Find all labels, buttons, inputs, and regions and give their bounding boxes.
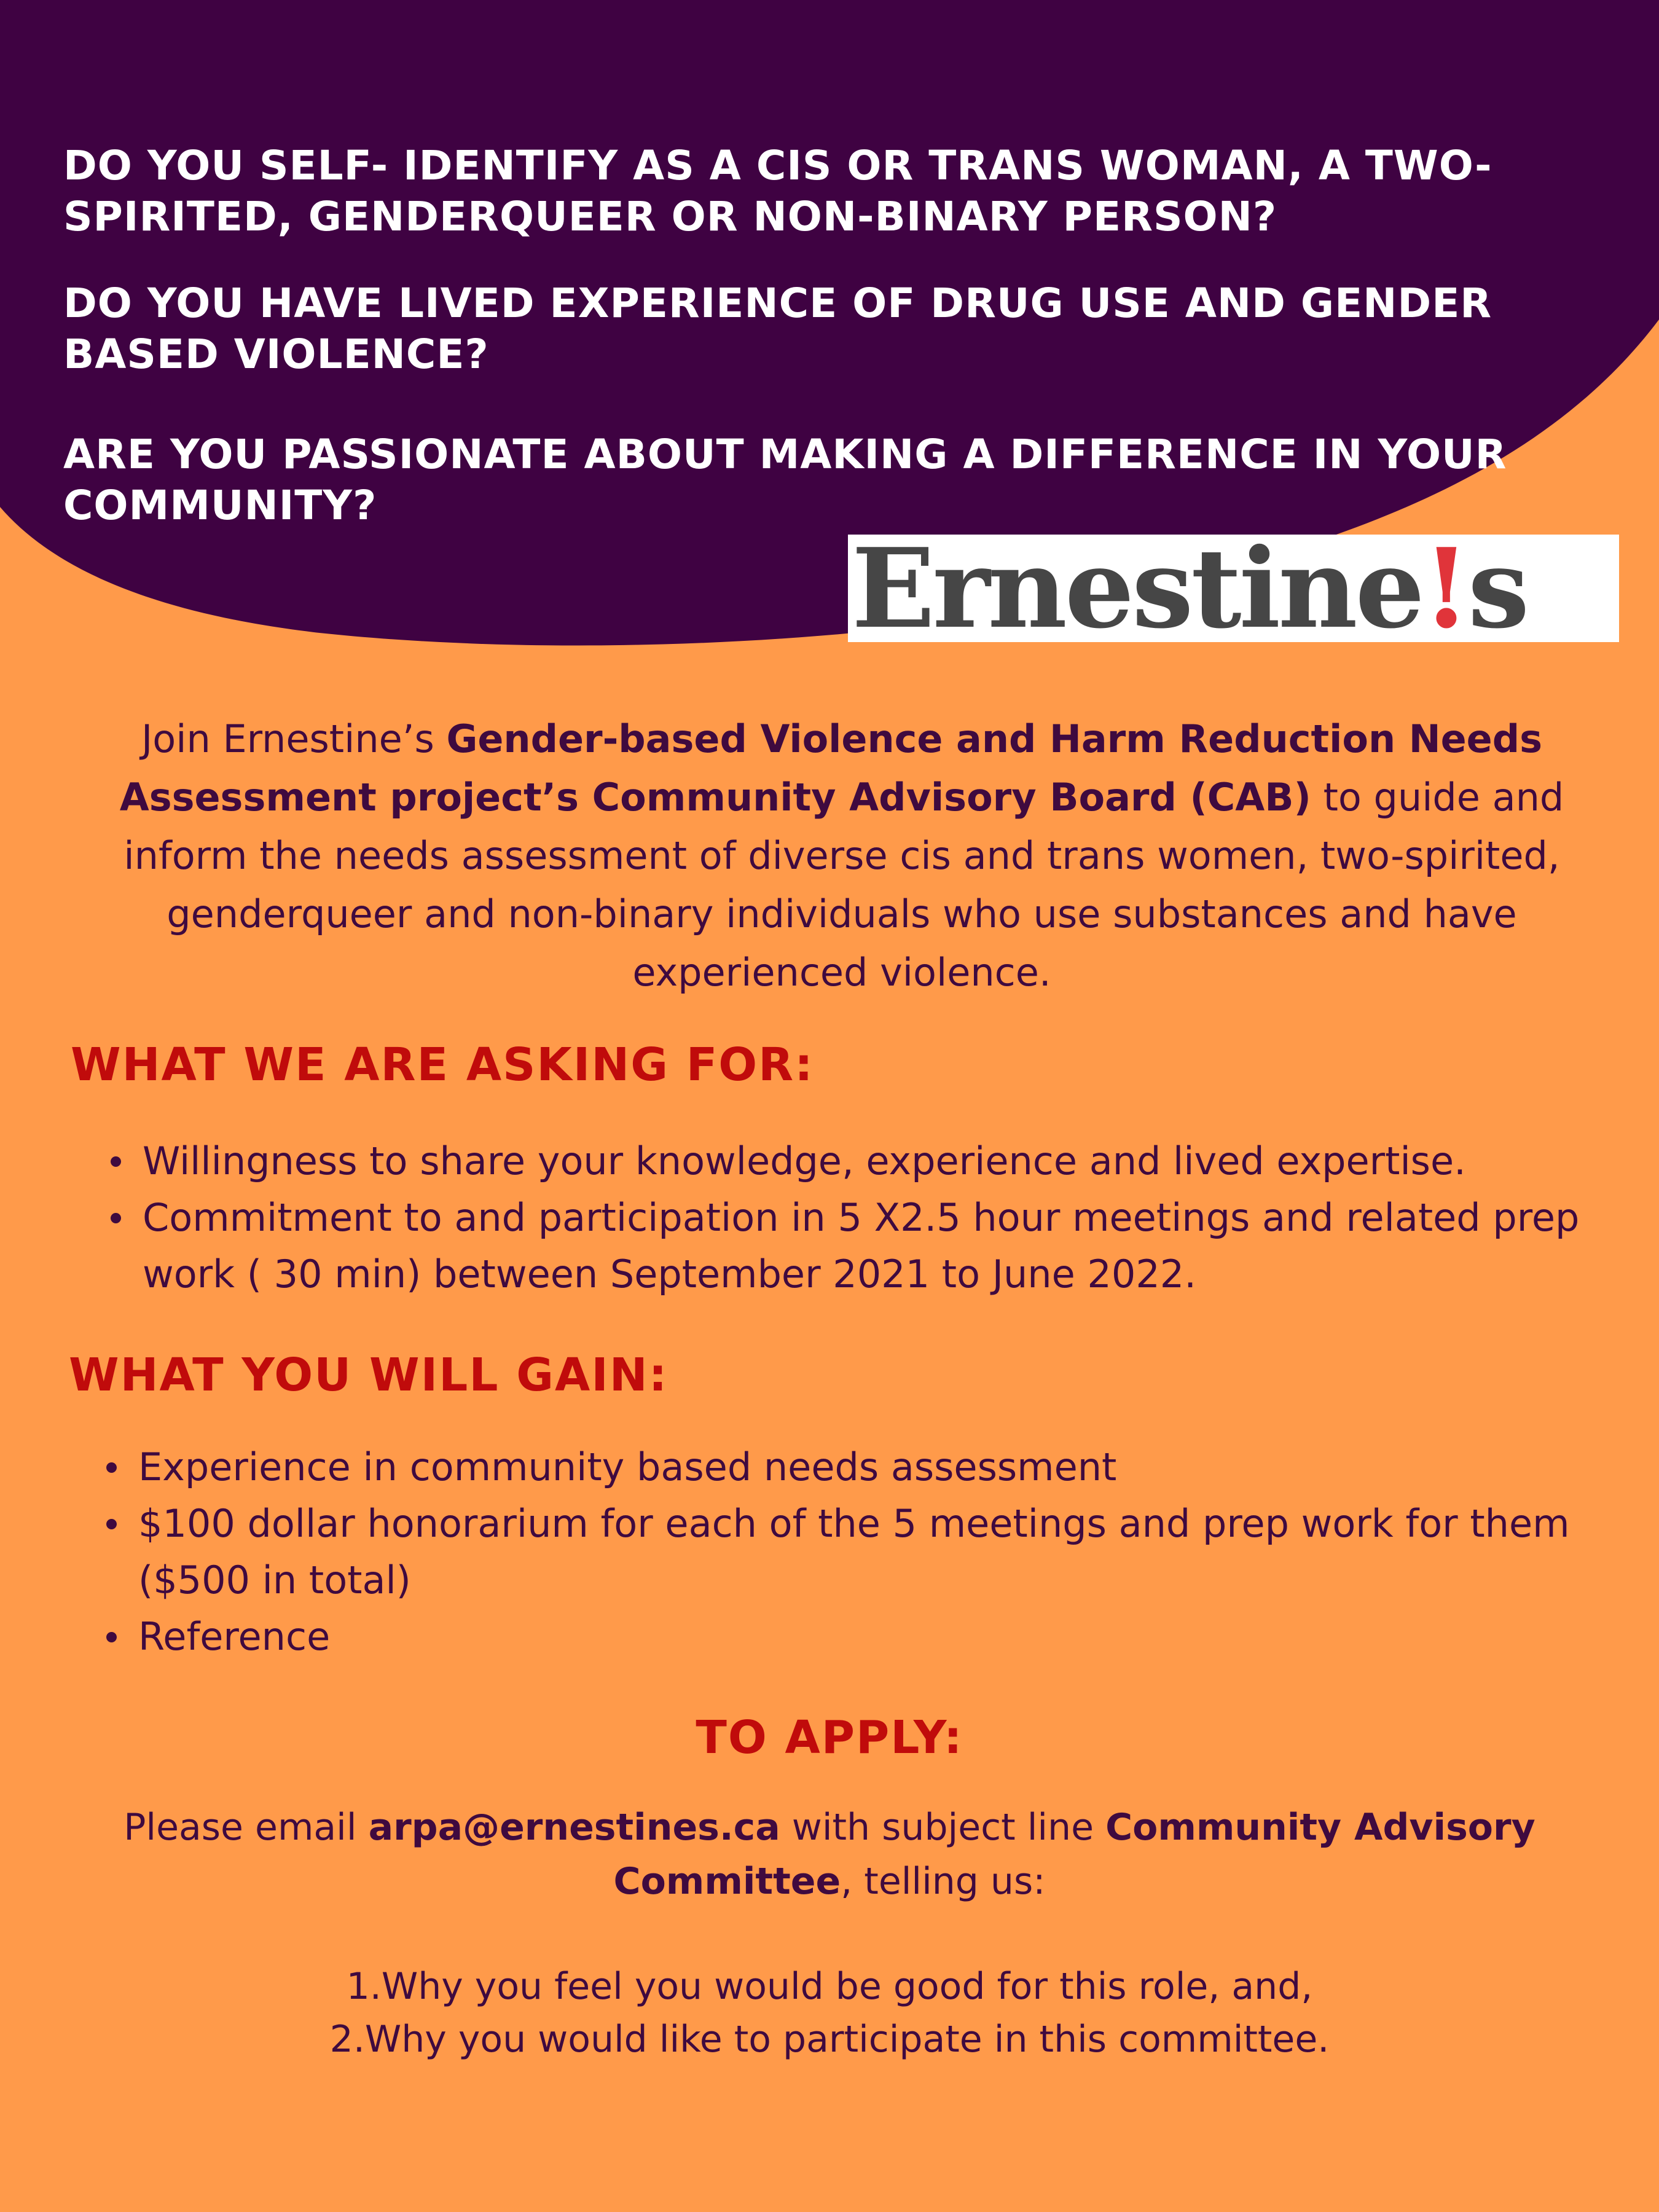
apply-tail: , telling us: bbox=[841, 1860, 1046, 1903]
logo-text-s: s bbox=[1467, 535, 1528, 642]
logo-text-main: Ernestine bbox=[852, 535, 1422, 642]
gain-item: $100 dollar honorarium for each of the 5 meetings and prep work for them ($500 in total) bbox=[101, 1496, 1594, 1609]
logo-exclamation: ! bbox=[1422, 535, 1468, 642]
asking-item: Willingness to share your knowledge, experience and lived expertise. bbox=[106, 1133, 1599, 1190]
intro-rest: to guide and inform the needs assessment of diverse cis and trans women, two-spirited, genderqueer and non-binary individuals who use substances and have experienced violence. bbox=[124, 775, 1564, 995]
apply-instructions bbox=[92, 1800, 1567, 1908]
apply-reasons bbox=[92, 1960, 1567, 2066]
apply-heading: TO APPLY: bbox=[696, 1711, 963, 1764]
intro-lead: Join Ernestine’s bbox=[141, 716, 447, 761]
apply-middle: with subject line bbox=[780, 1806, 1106, 1849]
header-question-experience: DO YOU HAVE LIVED EXPERIENCE OF DRUG USE AND GENDER BASED VIOLENCE? bbox=[63, 280, 1492, 378]
gain-item: Reference bbox=[101, 1609, 1594, 1665]
gain-heading: WHAT YOU WILL GAIN: bbox=[69, 1349, 669, 1402]
header-question-passion: ARE YOU PASSIONATE ABOUT MAKING A DIFFERENCE IN YOUR COMMUNITY? bbox=[63, 431, 1507, 529]
gain-item: Experience in community based needs assessment bbox=[101, 1439, 1594, 1496]
intro-project-name: Gender-based Violence and Harm Reduction Needs Assessment project’s Community Advisory Board (CAB) bbox=[119, 716, 1542, 820]
asking-item: Commitment to and participation in 5 X2.5 hour meetings and related prep work ( 30 min) between September 2021 to June 2022. bbox=[106, 1190, 1599, 1303]
apply-reason-2: 2.Why you would like to participate in this committee. bbox=[329, 2018, 1330, 2061]
apply-subject-line: Community Advisory Committee bbox=[613, 1806, 1535, 1903]
intro-paragraph bbox=[104, 710, 1579, 1002]
header-question-identity: DO YOU SELF- IDENTIFY AS A CIS OR TRANS WOMAN, A TWO-SPIRITED, GENDERQUEER OR NON-BINARY PERSON? bbox=[63, 142, 1492, 240]
apply-lead: Please email bbox=[124, 1806, 369, 1849]
logo-wordmark bbox=[852, 535, 1527, 642]
asking-list bbox=[106, 1133, 1599, 1303]
ernestines-logo bbox=[848, 535, 1619, 642]
apply-email-address[interactable]: arpa@ernestines.ca bbox=[368, 1806, 780, 1849]
apply-reason-1: 1.Why you feel you would be good for this role, and, bbox=[346, 1965, 1313, 2008]
asking-heading: WHAT WE ARE ASKING FOR: bbox=[71, 1038, 814, 1091]
gain-list bbox=[101, 1439, 1594, 1665]
